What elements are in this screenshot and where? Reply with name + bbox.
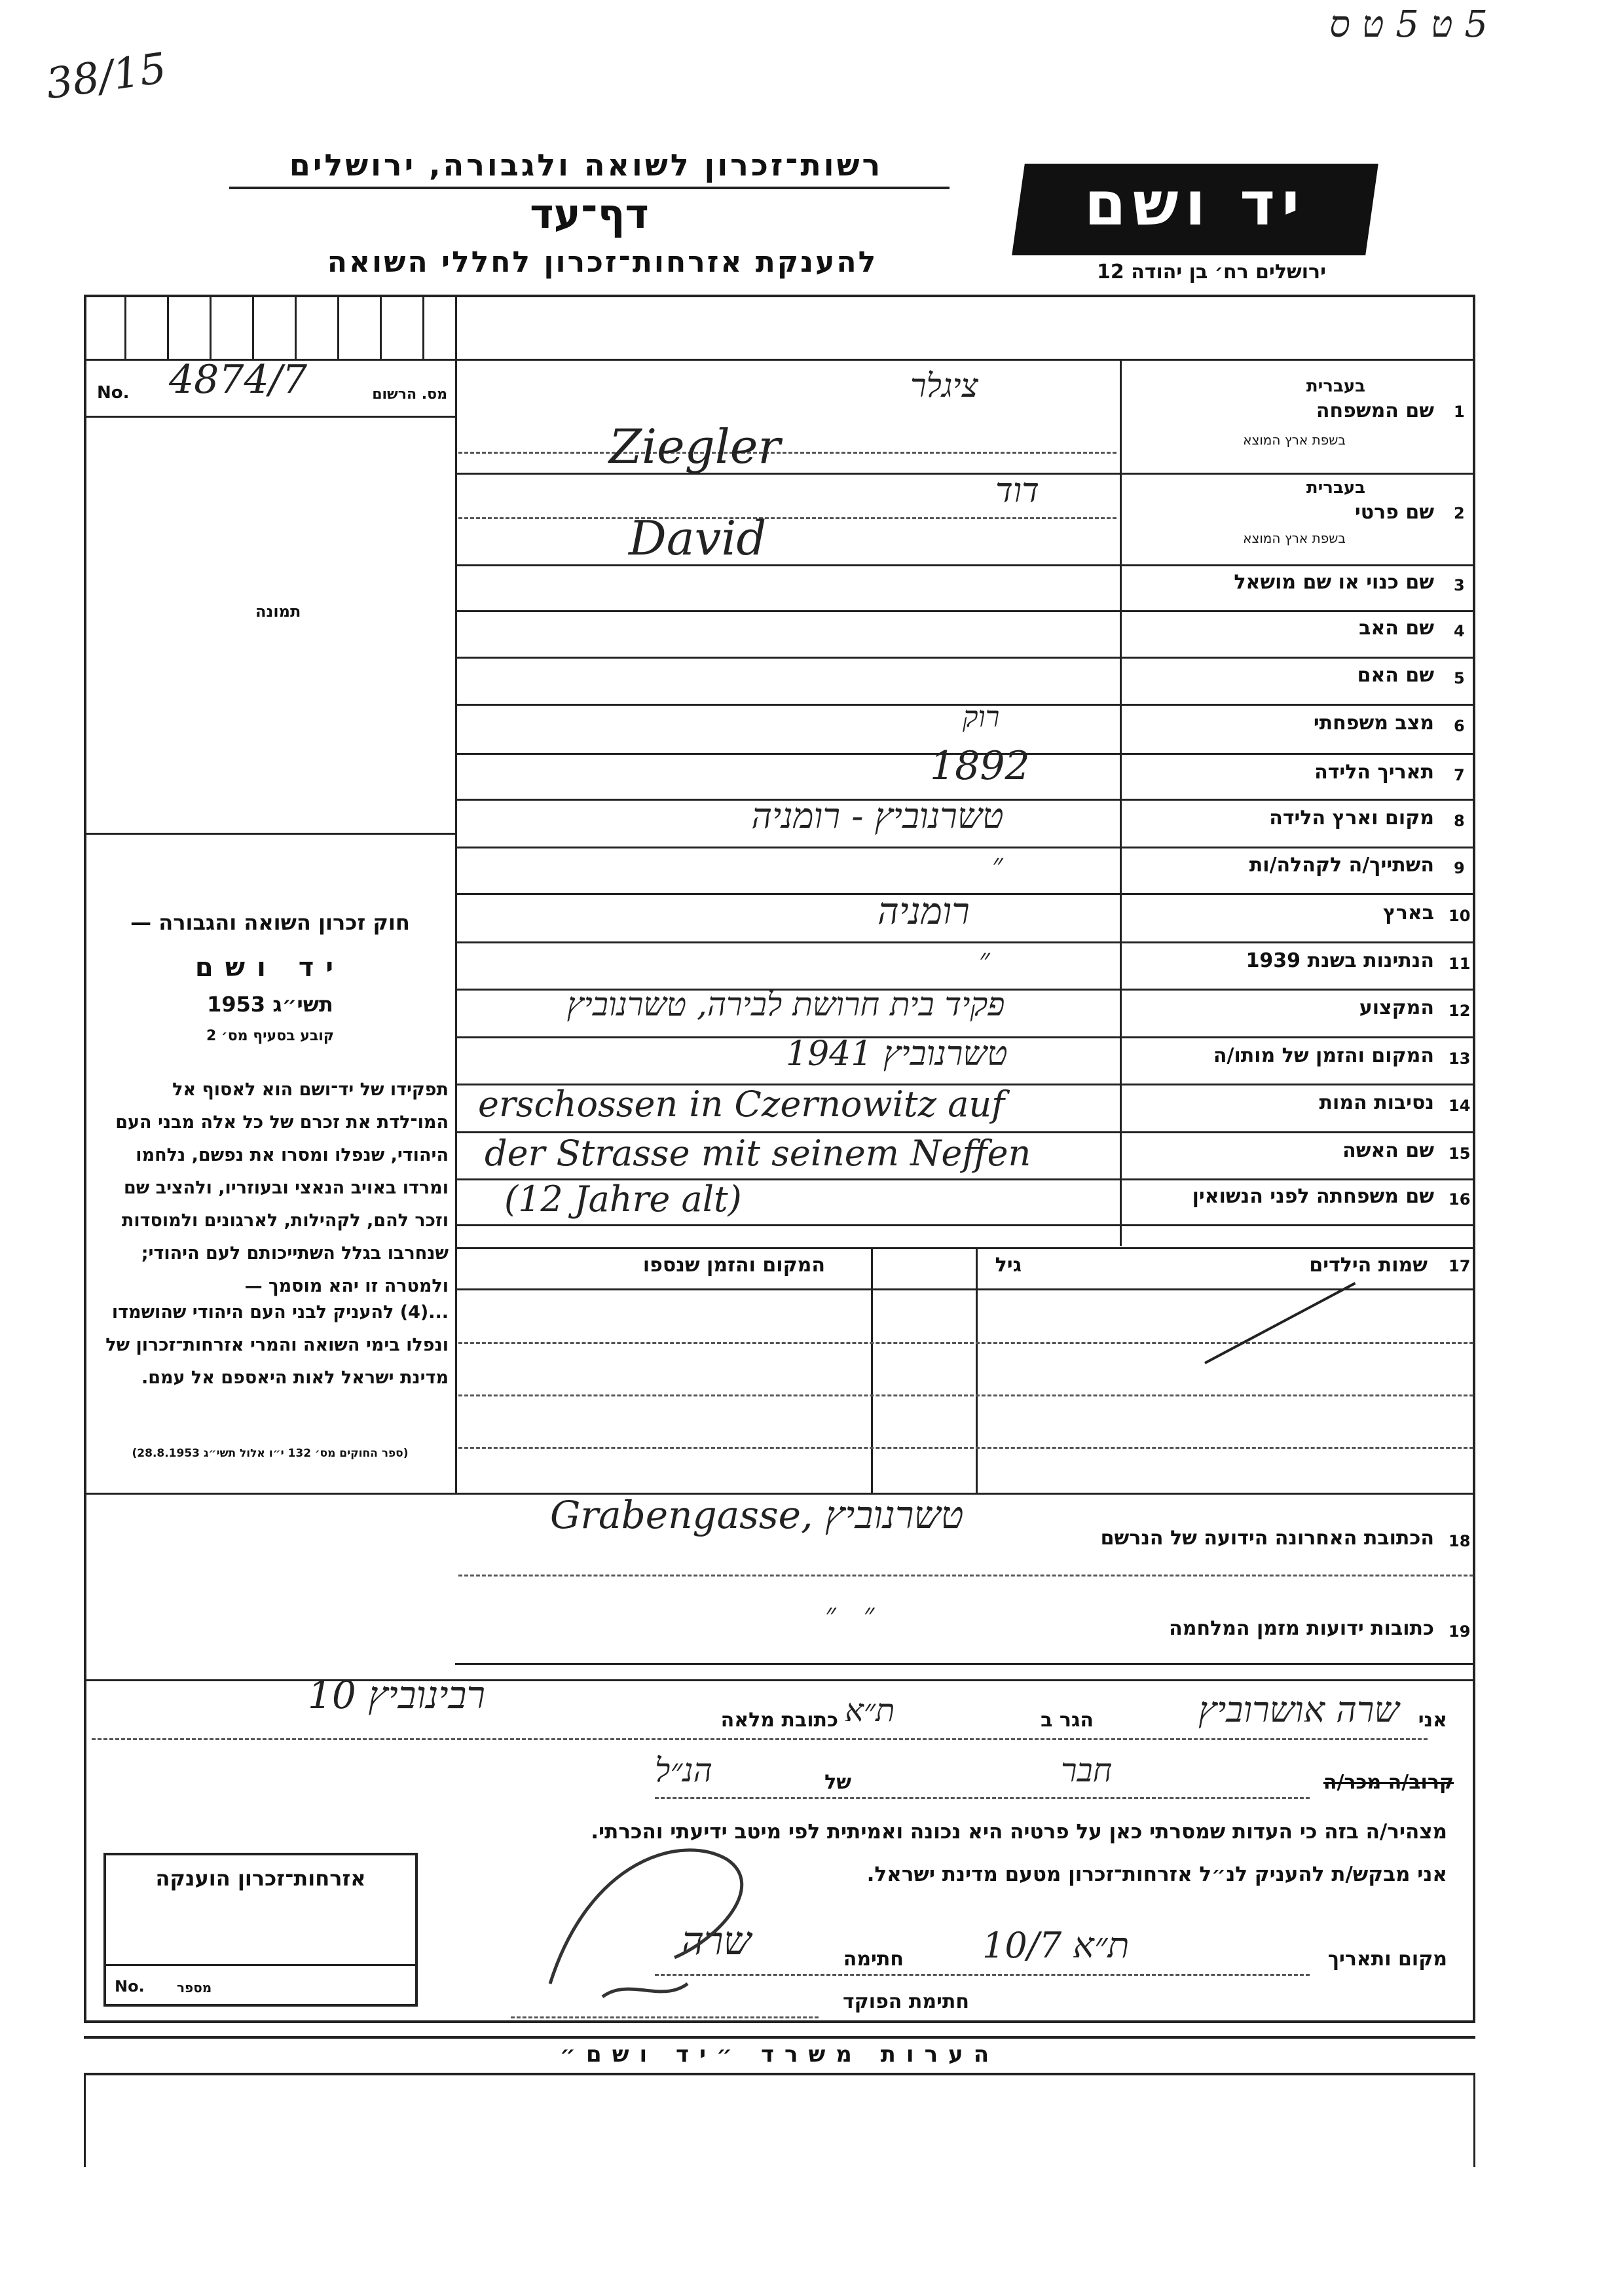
field-number: 4 (1454, 622, 1465, 640)
children-row-rule (458, 1394, 1473, 1396)
field-number: 8 (1454, 812, 1465, 830)
row-rule (455, 941, 1475, 943)
section-rule (84, 1679, 1475, 1681)
row-rule (458, 452, 1116, 454)
decl-signature-label: חתימה (843, 1948, 904, 1971)
declarant-name: שרה אושרוביץ (1198, 1689, 1399, 1730)
declarant-of: הנ״ל (655, 1751, 712, 1789)
reg-row-rule (84, 416, 455, 418)
photo-rule (84, 833, 455, 835)
field-number: 15 (1449, 1144, 1471, 1163)
grant-box-rule (103, 1964, 418, 1966)
form-title: דף־עד (530, 190, 649, 238)
field-hebrew-tag: בעברית (1306, 376, 1365, 396)
field-number: 3 (1454, 576, 1465, 594)
signature-scribble (511, 1820, 812, 2016)
children-col-divider (976, 1247, 978, 1493)
grant-box-title: אזרחות־זכרון הוענקה (155, 1866, 366, 1891)
decl-of-label: של (824, 1771, 851, 1794)
strip-box (422, 295, 424, 359)
address-line: ירושלים רח׳ בן יהודה 12 (1097, 261, 1326, 283)
children-header-rule (455, 1288, 1475, 1290)
decl-place-date-label: מקום ותאריך (1327, 1948, 1447, 1971)
reg-no-label: מס. הרשום (372, 386, 447, 403)
death-circumstances-value: erschossen in Czernowitz auf (478, 1084, 1005, 1125)
field-label-birth-place: מקום וארץ הלידה (1269, 807, 1434, 829)
field-label-wartime-addresses: כתובות ידועות מזמן המלחמה (1169, 1617, 1434, 1640)
birth-date-value: 1892 (930, 743, 1030, 789)
field-number: 11 (1449, 955, 1471, 973)
field-label-nickname: שם כנוי או שם מושאל (1234, 571, 1434, 594)
field-number: 6 (1454, 717, 1465, 735)
row-rule (455, 847, 1475, 848)
field-number: 5 (1454, 669, 1465, 687)
field-number: 10 (1449, 907, 1471, 925)
law-paragraph-1: תפקידו של יד־ושם הוא לאסוף אל המו־לדת את זכרם של כל אלה מבני העם היהודי, שנפלו ומסרו את נפשם, נלחמו ומרדו באויב הנאצי ובעוזריו, ולהציב שם וזכר להם, לקהילות, לארגונים ולמוסדות שנחרבו בגלל השתייכותם לעם היהודי; ולמטרה זו יהא מוסמך — (115, 1080, 449, 1296)
children-age-header: גיל (995, 1254, 1022, 1277)
field-hint: בשפת ארץ המוצא (1243, 432, 1346, 448)
reg-no-value: 4874/7 (169, 357, 308, 403)
strip-box (295, 295, 297, 359)
row-rule (455, 473, 1475, 475)
strip-box (124, 295, 126, 359)
strip-box (210, 295, 212, 359)
first-name-value: David (629, 511, 767, 566)
law-clause: קובע בסעיף מס׳ 2 (206, 1028, 335, 1044)
field-number: 16 (1449, 1190, 1471, 1209)
section-rule (455, 1663, 1475, 1665)
field-number: 1 (1454, 403, 1465, 421)
maiden-name-value: (12 Jahre alt) (504, 1178, 742, 1220)
decl-rule (511, 2016, 819, 2018)
handwritten-note: 38/15 (43, 44, 170, 109)
row-rule (455, 564, 1475, 566)
first-name-hebrew: דוד (995, 471, 1039, 511)
children-row-rule (458, 1342, 1473, 1344)
decl-officer-label: חתימת הפוקד (843, 1990, 969, 2013)
row-rule (455, 1224, 1475, 1226)
field-number: 2 (1454, 504, 1465, 522)
decl-resides-label: הגר ב (1041, 1709, 1094, 1732)
last-address-value: Grabengasse, טשרנוביץ (550, 1493, 964, 1537)
declarant-city: ת״א (845, 1692, 895, 1729)
row-rule (455, 610, 1475, 612)
decl-rule (655, 1797, 1310, 1799)
field-number: 17 (1449, 1257, 1471, 1275)
field-label-death-place-time: המקום והזמן של מותו/ה (1213, 1044, 1434, 1067)
children-names-header: שמות הילדים (1309, 1254, 1428, 1277)
family-name-hebrew: ציגלר (910, 367, 978, 405)
decl-statement-1: מצהיר/ה בזה כי העדות שמסרתי כאן על פרטיה היא נכונה ואמיתית לפי מיטב ידיעתי והכרתי. (591, 1820, 1447, 1844)
field-number: 9 (1454, 859, 1465, 877)
field-number: 13 (1449, 1049, 1471, 1068)
birth-place-value: טשרנוביץ - רומניה (751, 795, 1004, 837)
field-label-marital-status: מצב משפחתי (1313, 712, 1434, 735)
law-subtitle: יד ושם (194, 953, 346, 983)
decl-rule (92, 1738, 1428, 1740)
wartime-addresses-value: ״ ״ (825, 1597, 875, 1631)
law-year: תשי״ג 1953 (207, 992, 333, 1017)
footer-remarks: הערות משרד ״יד ושם״ (559, 2041, 1000, 2068)
strip-box (167, 295, 169, 359)
field-label-profession: המקצוע (1359, 996, 1434, 1019)
form-subtitle: להענקת אזרחות־זכרון לחללי השואה (327, 246, 878, 279)
declarant-relation: חבר (1061, 1751, 1113, 1789)
field-number: 19 (1449, 1622, 1471, 1641)
field-label-death-circumstances: נסיבות המות (1319, 1091, 1434, 1114)
field-label-maiden-name: שם משפחתה לפני הנשואין (1192, 1185, 1434, 1208)
field-number: 18 (1449, 1532, 1471, 1550)
row-rule (458, 1575, 1473, 1576)
field-label-wife-name: שם האשה (1342, 1139, 1434, 1162)
children-place-header: המקום והזמן שנספו (642, 1254, 825, 1277)
field-label-nationality-1939: הנתינות בשנת 1939 (1246, 949, 1434, 972)
photo-label: תמונה (255, 602, 301, 621)
strip-box (380, 295, 382, 359)
declarant-address: רבינוביץ 10 (308, 1673, 485, 1717)
field-number: 12 (1449, 1002, 1471, 1020)
law-title: חוק זכרון השואה והגבורה — (130, 910, 410, 935)
field-hint: בשפת ארץ המוצא (1243, 530, 1346, 546)
archive-number: 5 ט 5 ט ס (1329, 3, 1488, 46)
grant-box-no: No. (115, 1977, 145, 1995)
field-label-father-name: שם האב (1359, 617, 1434, 640)
community-value: ״ (992, 848, 1003, 881)
authority-underline (229, 187, 950, 189)
authority-title: רשות־זכרון לשואה ולגבורה, ירושלים (289, 147, 883, 183)
nationality-value: ״ (979, 943, 990, 976)
decl-ani: אני (1418, 1709, 1447, 1732)
declarant-signature: שרה (681, 1918, 752, 1964)
decl-statement-2: אני מבקש/ת להעניק לנ״ל אזרחות־זכרון מטעם מדינת ישראל. (866, 1863, 1447, 1886)
grant-box-number-label: מספר (177, 1980, 212, 1995)
country-value: רומניה (877, 890, 970, 933)
reg-no-prefix: No. (97, 383, 130, 403)
strip-box (252, 295, 254, 359)
field-hebrew-tag: בעברית (1306, 478, 1365, 498)
field-label-first-name: שם פרטי (1354, 501, 1434, 524)
row-rule (455, 657, 1475, 659)
footer-right-rule (1473, 2075, 1475, 2167)
logo-text: יד ושם (1084, 169, 1306, 239)
field-label-country: בארץ (1382, 902, 1434, 924)
wife-name-value: der Strasse mit seinem Neffen (485, 1133, 1031, 1174)
death-place-value: טשרנוביץ 1941 (786, 1034, 1008, 1074)
field-label-community: השתייך/ה לקהלה/ות (1249, 854, 1434, 877)
law-citation: (ספר החוקים מס׳ 132 י״ו אלול תשי״ג 28.8.1953) (132, 1447, 409, 1460)
row-rule (458, 517, 1116, 519)
law-paragraph-2: ...(4) להעניק לבני העם היהודי שהושמדו ונפלו בימי השואה והמרי אזרחות־זכרון של מדינת ישראל לאות היאספם אל עמם. (105, 1302, 449, 1388)
family-name-value: Ziegler (609, 419, 781, 474)
field-number: 14 (1449, 1097, 1471, 1115)
row-rule (455, 1247, 1475, 1249)
children-col-divider (871, 1247, 873, 1493)
field-number: 7 (1454, 766, 1465, 784)
field-label-birth-date: תאריך הלידה (1314, 761, 1434, 784)
field-label-last-address: הכתובת האחרונה הידועה של הנרשם (1100, 1527, 1434, 1550)
decl-full-address-label: כתובת מלאה (720, 1709, 838, 1732)
decl-relation-label: קרוב/ה מכר/ה (1323, 1771, 1454, 1794)
field-label-family-name: שם המשפחה (1316, 399, 1434, 422)
strip-box (337, 295, 339, 359)
marital-status-value: רוק (963, 701, 1000, 734)
label-column-divider (1120, 359, 1122, 1246)
field-label-mother-name: שם האם (1357, 664, 1434, 687)
children-row-rule (458, 1447, 1473, 1449)
decl-place-date: ת״א 10/7 (982, 1925, 1130, 1966)
profession-value: פקיד בית חרושת לבירה, טשרנוביץ (566, 985, 1005, 1023)
footer-left-rule (84, 2075, 86, 2167)
